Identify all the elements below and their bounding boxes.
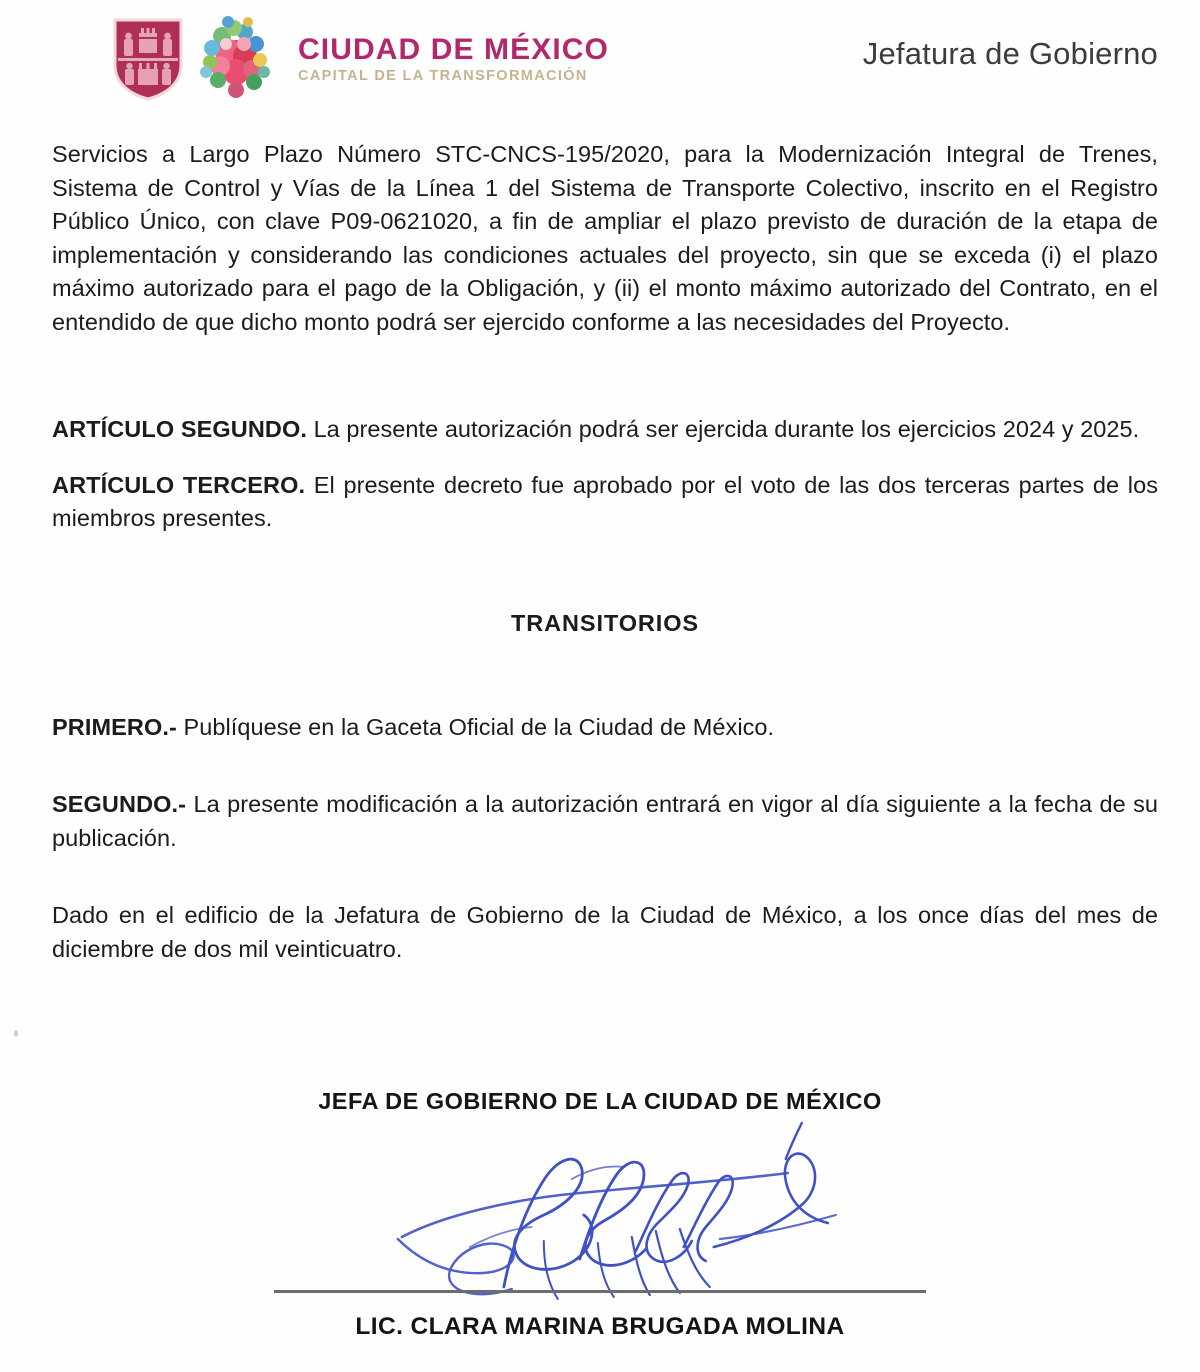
spacer: [52, 855, 1158, 899]
transitorio-primero-label: PRIMERO.-: [52, 713, 177, 740]
cdmx-floral-heart-emblem-icon: [198, 14, 274, 104]
closing-paragraph: Dado en el edificio de la Jefatura de Gobierno de la Ciudad de México, a los once días del mes de diciembre de dos mil veinticuatro.: [52, 902, 1158, 962]
spacer: [52, 536, 1158, 610]
articulo-segundo-label: ARTÍCULO SEGUNDO.: [52, 416, 307, 442]
spacer: [52, 744, 1158, 788]
transitorio-primero-text: Publíquese en la Gaceta Oficial de la Ciudad de México.: [176, 713, 775, 740]
transitorios-heading: TRANSITORIOS: [511, 609, 699, 636]
transitorio-segundo: [52, 788, 1158, 855]
articulo-tercero: [52, 469, 1158, 536]
handwritten-signature-icon: [0, 1119, 1200, 1304]
signatory-name: LIC. CLARA MARINA BRUGADA MOLINA: [355, 1313, 845, 1340]
document-body: [52, 138, 1158, 966]
articulo-segundo-text: La presente autorización podrá ser ejercida durante los ejercicios 2024 y 2025.: [306, 416, 1140, 442]
articulo-tercero-label: ARTÍCULO TERCERO.: [52, 471, 306, 498]
brand-text-block: [298, 30, 609, 88]
spacer: [52, 637, 1158, 711]
document-header: [0, 0, 1200, 112]
paragraph-continuation: Servicios a Largo Plazo Número STC-CNCS-195/2020, para la Modernización Integral de Trenes, Sistema de Control y Vías de la Línea 1 del Sistema de Transporte Colectivo, inscrito en el Registro Público Único, con clave P09-0621020, a fin de ampliar el plazo previsto de duración de la etapa de implementación y considerando las condiciones actuales del proyecto, sin que se exceda (i) el plazo máximo autorizado para el pago de la Obligación, y (ii) el monto máximo autorizado del Contrato, en el entendido de que dicho monto podrá ser ejercido conforme a las necesidades del Proyecto.: [52, 141, 1158, 335]
signature-line: [274, 1290, 926, 1293]
articulo-segundo: [52, 413, 1158, 447]
transitorio-segundo-label: SEGUNDO.-: [52, 791, 187, 817]
signatory-role: JEFA DE GOBIERNO DE LA CIUDAD DE MÉXICO: [318, 1088, 882, 1114]
signature-block: [0, 1088, 1200, 1341]
brand-subtitle: CAPITAL DE LA TRANSFORMACIÓN: [298, 68, 588, 85]
articulo-tercero-text: El presente decreto fue aprobado por el voto de las dos terceras partes de los miembros presentes.: [52, 471, 1158, 531]
spacer: [52, 339, 1158, 413]
cdmx-branding: [112, 14, 609, 104]
transitorio-primero: [52, 711, 1158, 745]
brand-title: CIUDAD DE MÉXICO: [298, 33, 609, 67]
cdmx-coat-of-arms-shield-icon: [112, 17, 184, 101]
transitorio-segundo-text: La presente modificación a la autorización entrará en vigor al día siguiente a la fecha de su publicación.: [52, 791, 1158, 851]
office-title: Jefatura de Gobierno: [862, 36, 1158, 71]
scan-artifact: [14, 1030, 18, 1037]
spacer: [52, 447, 1158, 469]
